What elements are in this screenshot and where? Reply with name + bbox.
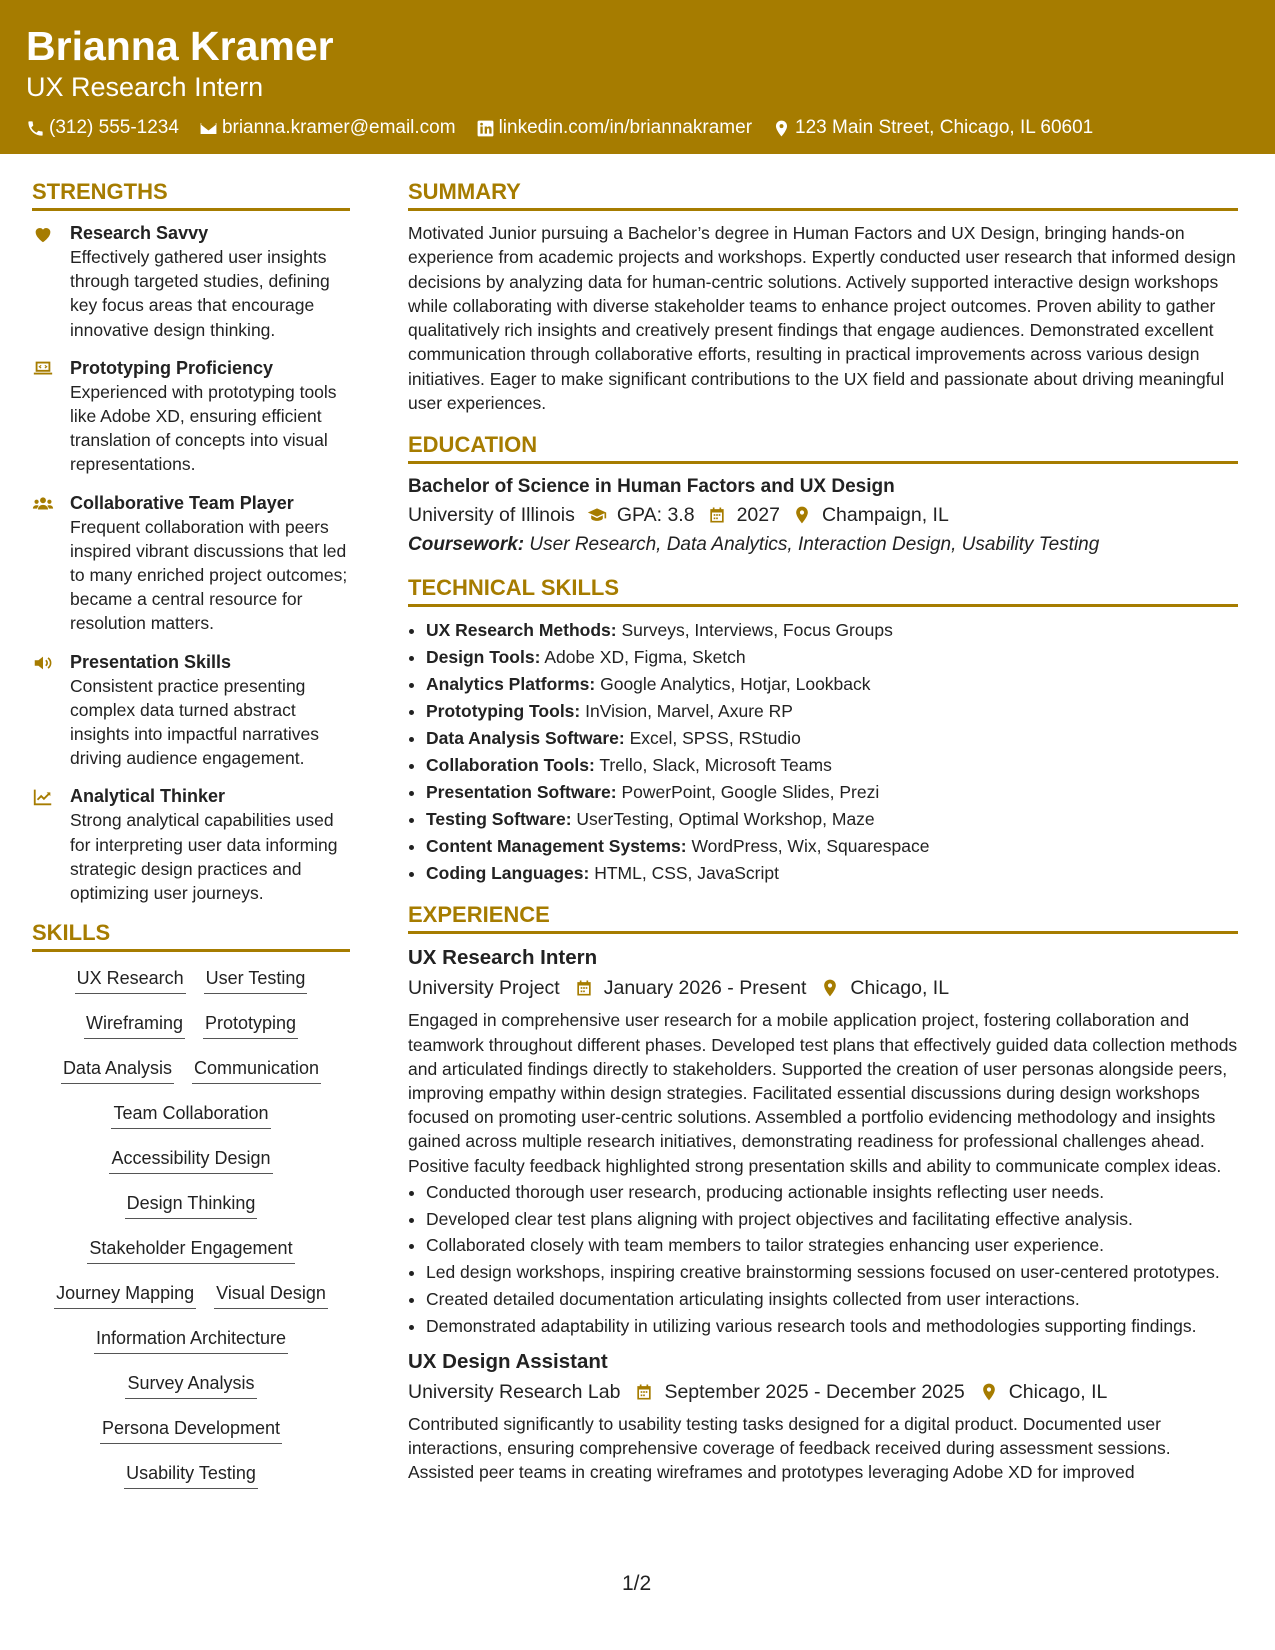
calendar-icon bbox=[707, 505, 727, 525]
strength-item bbox=[32, 356, 350, 477]
year-text: 2027 bbox=[736, 504, 780, 527]
email-text: brianna.kramer@email.com bbox=[221, 117, 456, 138]
list-item bbox=[426, 671, 1238, 698]
linkedin-icon bbox=[476, 119, 495, 138]
coursework-list: User Research, Data Analytics, Interaction Design, Usability Testing bbox=[529, 534, 1100, 556]
strength-desc: Consistent practice presenting complex data turned abstract insights into impactful narratives driving audience engagement. bbox=[70, 675, 319, 769]
job-location bbox=[820, 972, 949, 1004]
job-entry bbox=[408, 944, 1238, 1338]
tech-label: Data Analysis Software: bbox=[426, 728, 625, 749]
strength-title: Analytical Thinker bbox=[70, 786, 226, 807]
list-item: • Collaborated closely with team members to tailor strategies enhancing user experience. bbox=[426, 1233, 1238, 1257]
strength-desc: Experienced with prototyping tools like Adobe XD, ensuring efficient translation of concepts into visual representations. bbox=[70, 381, 337, 475]
strength-title: Presentation Skills bbox=[70, 651, 232, 672]
tech-value: Excel, SPSS, RStudio bbox=[629, 728, 801, 749]
grad-year bbox=[707, 500, 780, 530]
tech-label: Collaboration Tools: bbox=[426, 755, 595, 776]
gpa-text: GPA: 3.8 bbox=[616, 504, 695, 527]
list-item bbox=[426, 698, 1238, 725]
strengths-heading: STRENGTHS bbox=[32, 178, 350, 211]
job-location bbox=[979, 1376, 1108, 1408]
job-bullets bbox=[408, 1180, 1238, 1338]
skill-tag: Stakeholder Engagement bbox=[87, 1236, 294, 1264]
job-description: Contributed significantly to usability testing tasks designed for a digital product. Documented user interactions, ensuring comprehensive coverage of feedback received during assessment sessions. Assisted peer teams in creating wireframes and prototypes leveraging Adobe XD for improved bbox=[408, 1414, 1171, 1483]
job-description: Engaged in comprehensive user research for a mobile application project, fostering collaboration and teamwork throughout different phases. Developed test plans that effectively guided data collection methods and articulated findings directly to stakeholders. Supported the creation of user personas alongside peers, improving empathy within design strategies. Facilitated essential discussions during design workshops focused on promoting user-centric solutions. Assembled a portfolio evidencing methodology and insights gained across multiple research initiatives, demonstrating readiness for professional challenges ahead. Positive faculty feedback highlighted strong presentation skills and ability to communicate complex ideas. bbox=[408, 1010, 1238, 1176]
skill-tag: UX Research bbox=[75, 966, 186, 994]
tech-label: Coding Languages: bbox=[426, 863, 590, 884]
contact-bar bbox=[26, 116, 1275, 140]
skill-tag: Survey Analysis bbox=[125, 1371, 256, 1399]
coursework bbox=[408, 530, 1238, 560]
calendar-icon bbox=[634, 1382, 654, 1402]
coursework-label: Coursework: bbox=[408, 534, 525, 556]
tech-value: UserTesting, Optimal Workshop, Maze bbox=[576, 809, 875, 830]
location-text: Champaign, IL bbox=[821, 504, 949, 527]
tech-label: Content Management Systems: bbox=[426, 836, 687, 857]
tech-value: Surveys, Interviews, Focus Groups bbox=[621, 620, 893, 641]
tech-value: HTML, CSS, JavaScript bbox=[594, 863, 779, 884]
page-number: 1/2 bbox=[622, 1572, 652, 1595]
list-item bbox=[426, 644, 1238, 671]
chart-line-icon bbox=[32, 786, 54, 808]
map-marker-icon bbox=[792, 505, 812, 525]
envelope-icon bbox=[199, 119, 218, 138]
org-text: University Project bbox=[408, 977, 560, 1000]
summary-heading: SUMMARY bbox=[408, 178, 1238, 211]
tech-label: Presentation Software: bbox=[426, 782, 617, 803]
degree-name: Bachelor of Science in Human Factors and UX Design bbox=[408, 476, 895, 498]
job-org bbox=[408, 1376, 620, 1408]
strength-desc: Strong analytical capabilities used for interpreting user data informing strategic design practices and optimizing user journeys. bbox=[70, 810, 338, 904]
phone-icon bbox=[26, 119, 45, 138]
school-name bbox=[408, 500, 575, 530]
skill-tag: Design Thinking bbox=[125, 1191, 258, 1219]
users-icon bbox=[32, 493, 54, 515]
gpa bbox=[587, 500, 695, 530]
location-text: Chicago, IL bbox=[1008, 1381, 1108, 1404]
list-item bbox=[426, 725, 1238, 752]
tech-label: Testing Software: bbox=[426, 809, 572, 830]
list-item bbox=[426, 617, 1238, 644]
skill-tag: Journey Mapping bbox=[54, 1281, 196, 1309]
education-meta bbox=[408, 500, 1238, 530]
candidate-title: UX Research Intern bbox=[26, 72, 264, 102]
list-item bbox=[426, 860, 1238, 887]
strength-desc: Effectively gathered user insights through targeted studies, defining key focus areas that encourage innovative design thinking. bbox=[70, 247, 330, 340]
tech-value: WordPress, Wix, Squarespace bbox=[691, 836, 930, 857]
job-dates bbox=[634, 1376, 964, 1408]
strength-item bbox=[32, 650, 350, 771]
list-item: • Conducted thorough user research, producing actionable insights reflecting user needs. bbox=[426, 1180, 1238, 1204]
skill-tag: Data Analysis bbox=[61, 1056, 174, 1084]
list-item bbox=[426, 806, 1238, 833]
skills-heading: SKILLS bbox=[32, 919, 350, 952]
tech-label: Analytics Platforms: bbox=[426, 674, 596, 695]
strength-title: Research Savvy bbox=[70, 223, 209, 243]
skill-tag: Communication bbox=[192, 1056, 321, 1084]
calendar-icon bbox=[574, 978, 594, 998]
summary-text: Motivated Junior pursuing a Bachelor’s degree in Human Factors and UX Design, bringing hands-on experience from academic projects and workshops. Expertly conducted user research that informed design decisions by analyzing data for human-centric solutions. Actively supported interactive design workshops while collaborating with diverse stakeholder teams to enhance project outcomes. Proven ability to gather qualitatively rich insights and creatively present findings that engage audiences. Demonstrated excellent communication through collaborative efforts, resulting in practical improvements across various design initiatives. Eager to make significant contributions to the UX field and passionate about driving meaningful user experiences. bbox=[408, 223, 1236, 414]
map-marker-icon bbox=[820, 978, 840, 998]
strength-desc: Frequent collaboration with peers inspired vibrant discussions that led to many enriched project outcomes; became a central resource for resolution matters. bbox=[70, 516, 348, 634]
job-title: UX Design Assistant bbox=[408, 1350, 608, 1374]
volume-icon bbox=[32, 652, 54, 674]
contact-phone[interactable] bbox=[26, 116, 179, 140]
skill-tag: User Testing bbox=[204, 966, 308, 994]
experience-heading: EXPERIENCE bbox=[408, 901, 1238, 934]
job-org bbox=[408, 972, 560, 1004]
phone-text: (312) 555-1234 bbox=[49, 117, 179, 138]
job-meta bbox=[408, 972, 1238, 1004]
job-entry bbox=[408, 1348, 1238, 1485]
strength-title: Collaborative Team Player bbox=[70, 492, 294, 513]
skill-tag: Visual Design bbox=[214, 1281, 328, 1309]
org-text: University Research Lab bbox=[408, 1381, 621, 1404]
location-text: Chicago, IL bbox=[850, 977, 950, 1000]
list-item bbox=[426, 752, 1238, 779]
tech-value: Trello, Slack, Microsoft Teams bbox=[599, 755, 832, 776]
skill-tag: Information Architecture bbox=[94, 1326, 288, 1354]
map-marker-icon bbox=[979, 1382, 999, 1402]
job-title: UX Research Intern bbox=[408, 946, 598, 970]
heart-icon bbox=[32, 223, 54, 245]
dates-text: January 2026 - Present bbox=[603, 977, 807, 1000]
skill-tag: Persona Development bbox=[100, 1416, 282, 1444]
tech-label: UX Research Methods: bbox=[426, 620, 617, 641]
contact-linkedin[interactable] bbox=[476, 116, 752, 140]
left-column bbox=[32, 178, 350, 1506]
graduation-cap-icon bbox=[587, 505, 607, 525]
right-column bbox=[408, 178, 1238, 1485]
list-item bbox=[426, 779, 1238, 806]
dates-text: September 2025 - December 2025 bbox=[664, 1381, 965, 1404]
map-marker-icon bbox=[772, 119, 791, 138]
tech-value: InVision, Marvel, Axure RP bbox=[585, 701, 793, 722]
resume-header bbox=[0, 0, 1275, 154]
linkedin-text: linkedin.com/in/briannakramer bbox=[498, 117, 753, 138]
skills-list bbox=[32, 966, 350, 1506]
tech-label: Design Tools: bbox=[426, 647, 541, 668]
skill-tag: Accessibility Design bbox=[109, 1146, 272, 1174]
skill-tag: Wireframing bbox=[84, 1011, 185, 1039]
job-meta bbox=[408, 1376, 1238, 1408]
job-dates bbox=[574, 972, 807, 1004]
strength-title: Prototyping Proficiency bbox=[70, 357, 274, 378]
address-text: 123 Main Street, Chicago, IL 60601 bbox=[795, 117, 1094, 138]
candidate-name: Brianna Kramer bbox=[26, 23, 334, 69]
laptop-code-icon bbox=[32, 358, 54, 380]
school-location bbox=[792, 500, 949, 530]
technical-skills-heading: TECHNICAL SKILLS bbox=[408, 574, 1238, 607]
contact-address bbox=[772, 116, 1093, 140]
tech-label: Prototyping Tools: bbox=[426, 701, 581, 722]
list-item: • Created detailed documentation articulating insights collected from user interactions. bbox=[426, 1287, 1238, 1311]
strength-item bbox=[32, 221, 350, 342]
tech-value: PowerPoint, Google Slides, Prezi bbox=[621, 782, 880, 803]
skill-tag: Usability Testing bbox=[124, 1461, 258, 1489]
skill-tag: Prototyping bbox=[203, 1011, 298, 1039]
contact-email[interactable] bbox=[199, 116, 456, 140]
tech-value: Adobe XD, Figma, Sketch bbox=[544, 647, 746, 668]
technical-skills-list bbox=[408, 617, 1238, 887]
strength-item bbox=[32, 784, 350, 905]
list-item: • Led design workshops, inspiring creative brainstorming sessions focused on user-centered prototypes. bbox=[426, 1260, 1238, 1284]
school-text: University of Illinois bbox=[408, 504, 575, 527]
list-item: • Developed clear test plans aligning with project objectives and facilitating effective analysis. bbox=[426, 1207, 1238, 1231]
skill-tag: Team Collaboration bbox=[111, 1101, 270, 1129]
education-heading: EDUCATION bbox=[408, 431, 1238, 464]
list-item bbox=[426, 833, 1238, 860]
strength-item bbox=[32, 491, 350, 636]
list-item: • Demonstrated adaptability in utilizing various research tools and methodologies supporting findings. bbox=[426, 1314, 1238, 1338]
tech-value: Google Analytics, Hotjar, Lookback bbox=[600, 674, 871, 695]
